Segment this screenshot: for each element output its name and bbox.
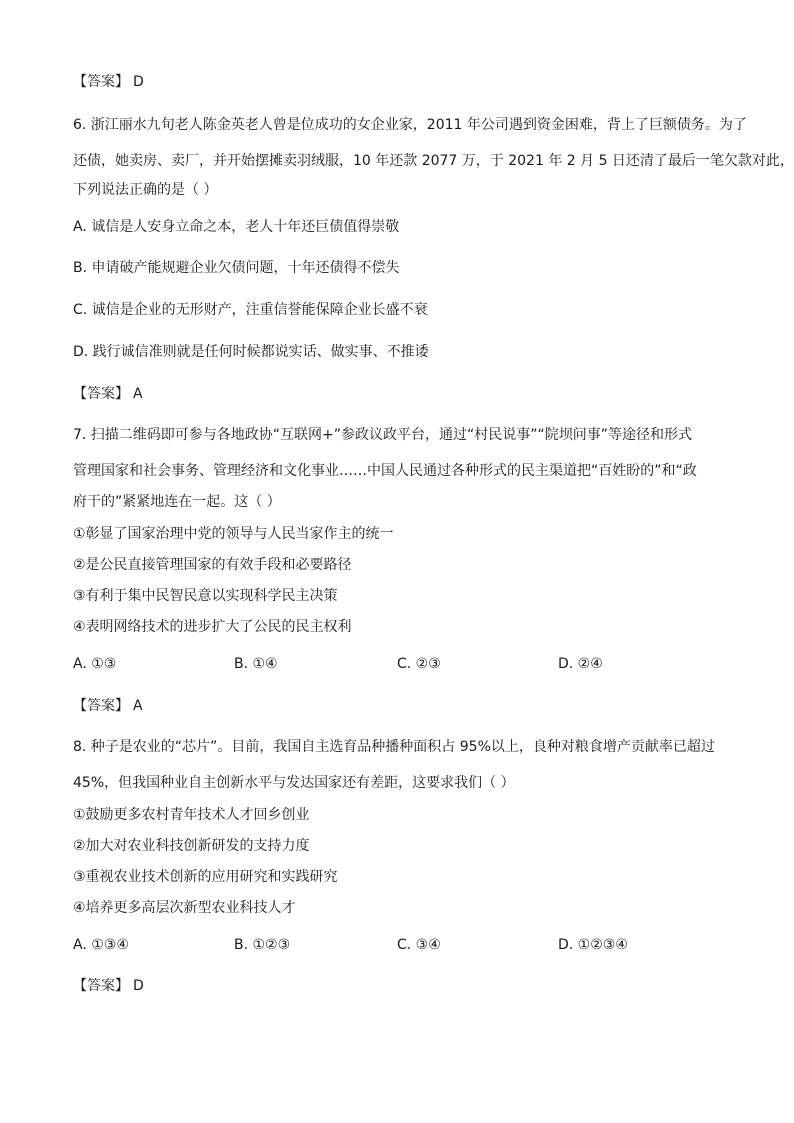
answer-row-q6 (73, 384, 143, 404)
question-7-option-d: D. ②④ (558, 656, 603, 672)
question-8-item-3: ③重视农业技术创新的应用研究和实践研究 (73, 869, 338, 885)
question-6-option-a: A. 诚信是人安身立命之本，老人十年还巨债值得崇敬 (73, 219, 400, 235)
question-8-option-c: C. ③④ (397, 937, 441, 953)
answer-value: A (133, 386, 143, 402)
question-6-line-1: 6. 浙江丽水九旬老人陈金英老人曾是位成功的女企业家，2011 年公司遇到资金困难，背上了巨额债务。为了 (73, 117, 747, 133)
question-8-option-b: B. ①②③ (234, 937, 291, 953)
answer-label: 【答案】 (73, 978, 129, 994)
question-8-line-2: 45%，但我国种业自主创新水平与发达国家还有差距，这要求我们（ ） (73, 775, 515, 791)
answer-label: 【答案】 (73, 698, 129, 714)
answer-row-q7 (73, 696, 143, 716)
question-7-option-a: A. ①③ (73, 656, 117, 672)
question-7-line-2: 管理国家和社会事务、管理经济和文化事业……中国人民通过各种形式的民主渠道把“百姓盼的”和“政 (73, 463, 697, 479)
question-8-line-1: 8. 种子是农业的“芯片”。目前，我国自主选育品种播种面积占 95%以上，良种对粮食增产贡献率已超过 (73, 739, 715, 755)
answer-row-q8 (73, 976, 144, 996)
question-7-option-b: B. ①④ (234, 656, 278, 672)
question-8-item-1: ①鼓励更多农村青年技术人才回乡创业 (73, 807, 310, 823)
answer-value: A (133, 698, 143, 714)
question-6-line-2: 还债，她卖房、卖厂，并开始摆摊卖羽绒服，10 年还款 2077 万，于 2021 年 2 月 5 日还清了最后一笔欠款对此， (73, 153, 794, 169)
question-7-item-2: ②是公民直接管理国家的有效手段和必要路径 (73, 557, 352, 573)
question-6-line-3: 下列说法正确的是（ ） (73, 182, 218, 198)
answer-label: 【答案】 (73, 386, 129, 402)
question-7-line-3: 府干的”紧紧地连在一起。这（ ） (73, 494, 281, 510)
question-8-item-4: ④培养更多高层次新型农业科技人才 (73, 900, 296, 916)
question-8-option-d: D. ①②③④ (558, 937, 628, 953)
question-6-option-c: C. 诚信是企业的无形财产，注重信誉能保障企业长盛不衰 (73, 302, 428, 318)
question-7-item-3: ③有利于集中民智民意以实现科学民主决策 (73, 588, 338, 604)
question-7-item-1: ①彰显了国家治理中党的领导与人民当家作主的统一 (73, 526, 394, 542)
question-7-line-1: 7. 扫描二维码即可参与各地政协“互联网+”参政议政平台，通过“村民说事”“院坝问事”等途径和形式 (73, 427, 693, 443)
answer-value: D (133, 978, 144, 994)
answer-row-q5 (73, 72, 144, 92)
question-7-option-c: C. ②③ (397, 656, 441, 672)
answer-label: 【答案】 (73, 74, 129, 90)
question-7-item-4: ④表明网络技术的进步扩大了公民的民主权利 (73, 619, 352, 635)
answer-value: D (133, 74, 144, 90)
question-8-option-a: A. ①③④ (73, 937, 129, 953)
question-6-option-d: D. 践行诚信准则就是任何时候都说实话、做实事、不推诿 (73, 344, 429, 360)
question-6-option-b: B. 申请破产能规避企业欠债问题，十年还债得不偿失 (73, 260, 400, 276)
question-8-item-2: ②加大对农业科技创新研发的支持力度 (73, 838, 310, 854)
